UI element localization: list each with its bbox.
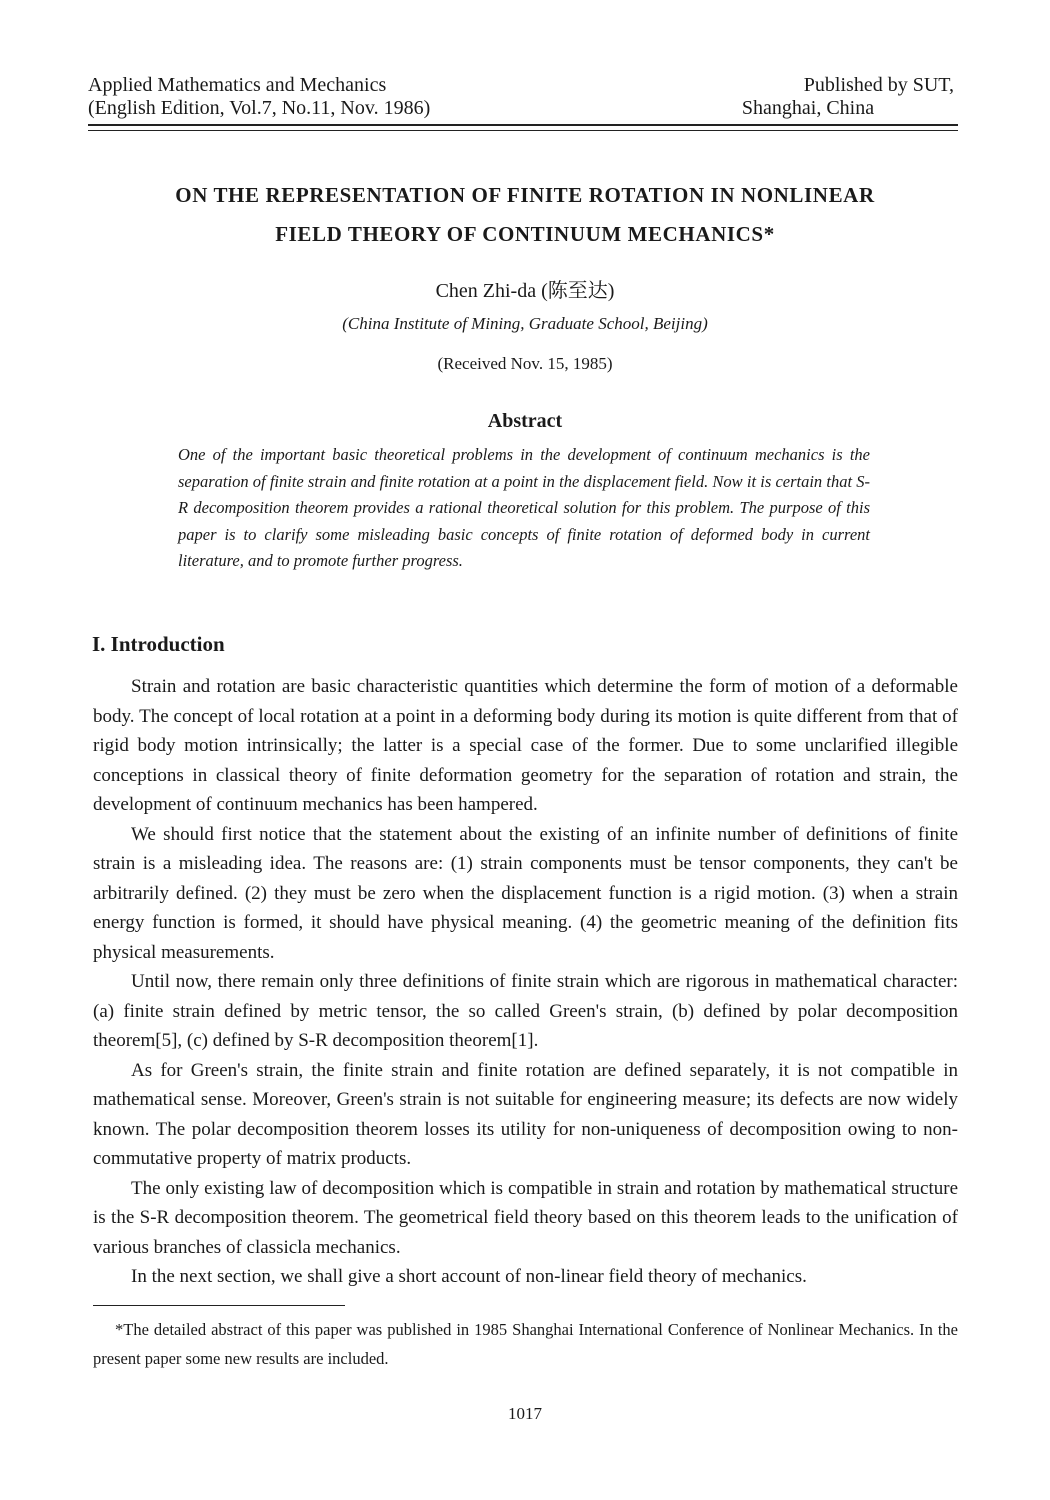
section-heading: I. Introduction: [92, 632, 225, 656]
body-paragraph: As for Green's strain, the finite strain and finite rotation are defined separately, it is not compatible in mathematical sense. Moreover, Green's strain is not suitable for engineering measure; its defects are now widely known. The polar decomposition theorem losses its utility for non-uniqueness of decomposition owing to non-commutative property of matrix products.: [93, 1059, 958, 1169]
footnote-rule: [93, 1305, 345, 1306]
header-rule-thick: [88, 124, 958, 126]
received-date: (Received Nov. 15, 1985): [437, 354, 613, 373]
paper-title: [95, 176, 955, 254]
body-paragraph: Strain and rotation are basic characteristic quantities which determine the form of motion of a deformable body. The concept of local rotation at a point in a deforming body during its motion is quite different from that of rigid body motion intrinsically; the latter is a special case of the former. Due to some unclarified illegible conceptions in classical theory of finite deformation geometry for the separation of rotation and strain, the development of continuum mechanics has been hampered.: [93, 676, 958, 815]
publisher-name: Published by SUT,: [803, 74, 954, 96]
author-affiliation: (China Institute of Mining, Graduate School, Beijing): [342, 314, 708, 333]
author-name: Chen Zhi-da (陈至达): [435, 280, 615, 302]
journal-name: Applied Mathematics and Mechanics: [88, 74, 387, 96]
abstract-heading: Abstract: [487, 410, 563, 432]
journal-issue: (English Edition, Vol.7, No.11, Nov. 1986): [88, 97, 431, 119]
journal-citation: [88, 74, 608, 120]
header-rule-thin: [88, 130, 958, 131]
body-paragraph: In the next section, we shall give a short account of non-linear field theory of mechanics.: [131, 1266, 807, 1287]
footnote: *The detailed abstract of this paper was published in 1985 Shanghai International Conference of Nonlinear Mechanics. In the present paper some new results are included.: [93, 1320, 958, 1368]
body-paragraph: The only existing law of decomposition which is compatible in strain and rotation by mathematical structure is the S-R decomposition theorem. The geometrical field theory based on this theorem leads to the unification of various branches of classicla mechanics.: [93, 1177, 958, 1258]
page-number: 1017: [508, 1404, 542, 1423]
title-line-1: ON THE REPRESENTATION OF FINITE ROTATION IN NONLINEAR: [175, 183, 875, 207]
body-paragraph: We should first notice that the statement about the existing of an infinite number of definitions of finite strain is a misleading idea. The reasons are: (1) strain components must be tensor components, they can't be arbitrarily defined. (2) they must be zero when the displacement function is a rigid motion. (3) when a strain energy function is formed, it should have physical meaning. (4) the geometric meaning of the definition fits physical measurements.: [93, 823, 958, 963]
body-paragraph: Until now, there remain only three definitions of finite strain which are rigorous in mathematical character: (a) finite strain defined by metric tensor, the so called Green's strain, (b) defined by polar decomposition theorem[5], (c) defined by S-R decomposition theorem[1].: [93, 971, 958, 1051]
title-line-2: FIELD THEORY OF CONTINUUM MECHANICS*: [275, 222, 775, 246]
abstract-text: One of the important basic theoretical problems in the development of continuum mechanics is the separation of finite strain and finite rotation at a point in the displacement field. Now it is certain that S-R decomposition theorem provides a rational theoretical solution for this problem. The purpose of this paper is to clarify some misleading basic concepts of finite rotation of deformed body in current literature, and to promote further progress.: [178, 445, 870, 570]
publisher-location: Shanghai, China: [741, 97, 875, 119]
section-body: [93, 672, 958, 1292]
publisher-info: [658, 74, 958, 120]
